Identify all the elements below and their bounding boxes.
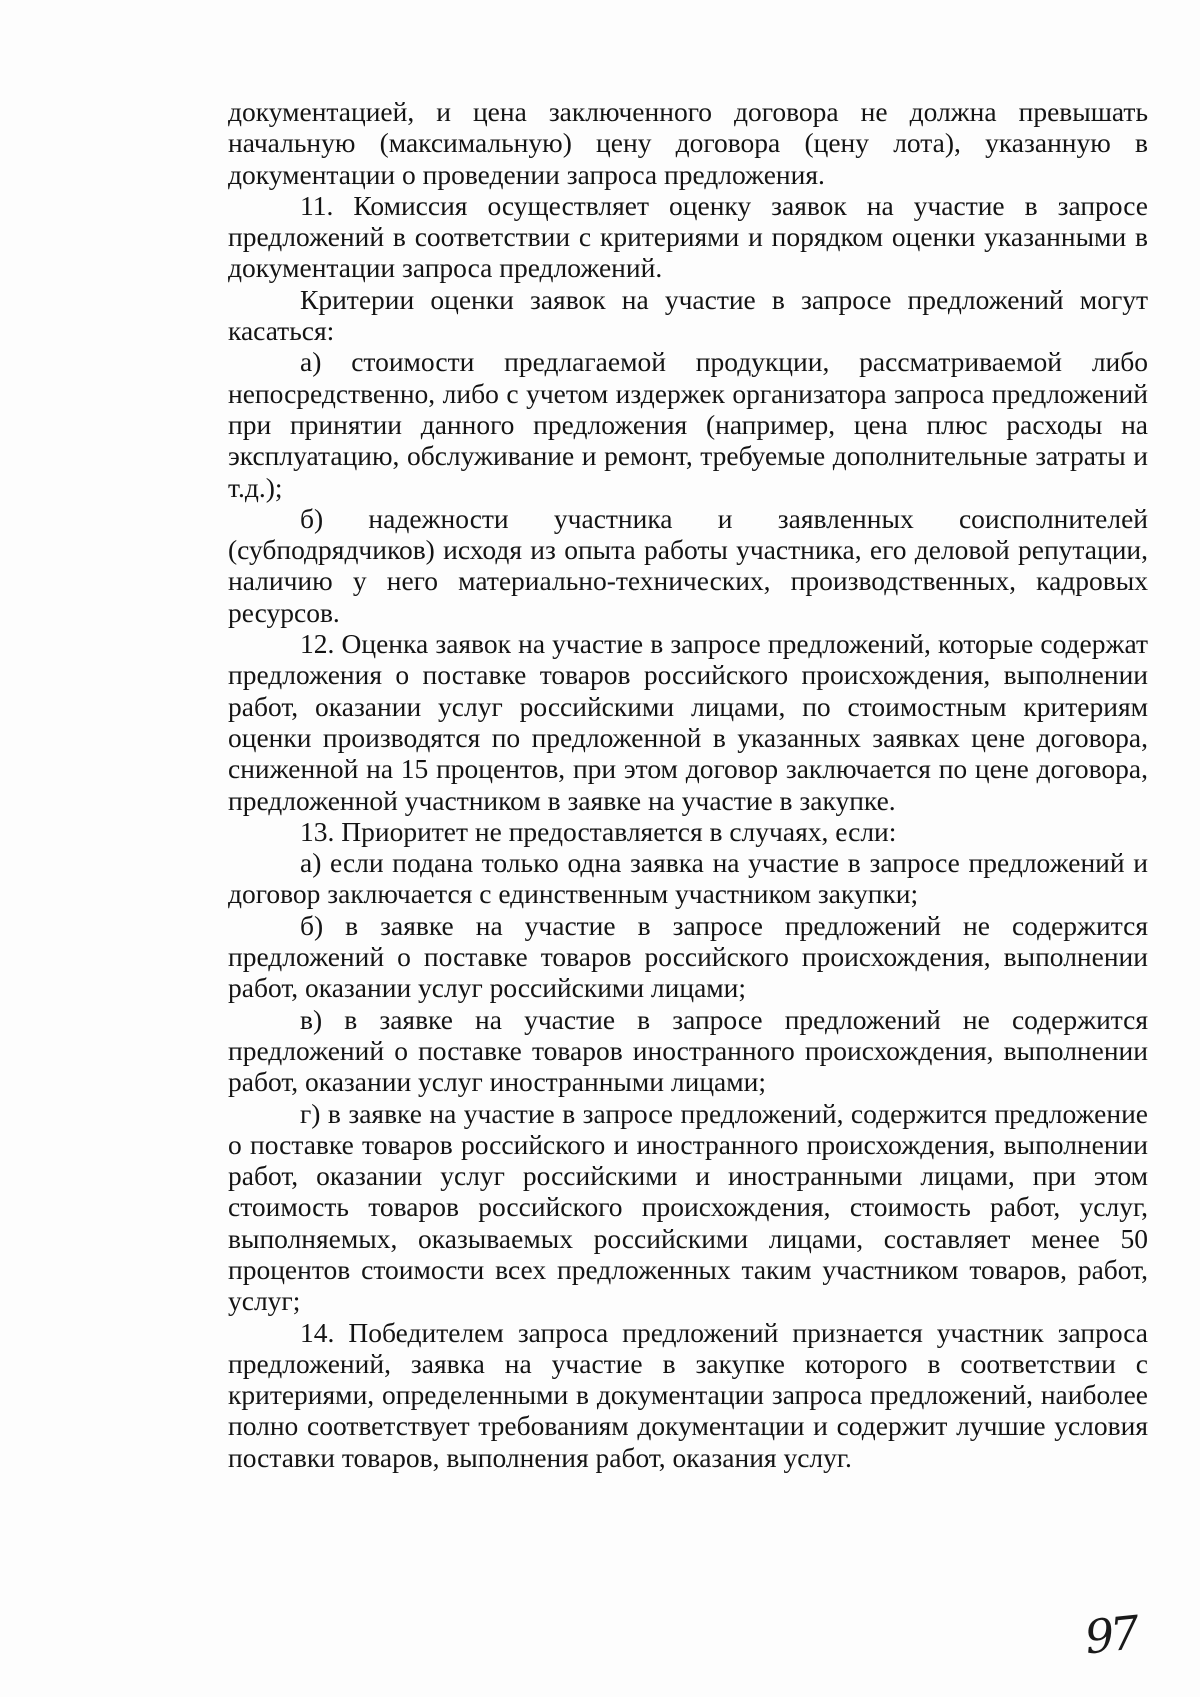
paragraph-p9: в) в заявке на участие в запросе предложений не содержится предложений о поставке товаров иностранного происхождения, выполнении работ, оказании услуг иностранными лицами; <box>228 1003 1148 1098</box>
paragraph-p0: документацией, и цена заключенного договора не должна превышать начальную (максимальную) цену договора (цену лота), указанную в документации о проведении запроса предложения. <box>228 96 1148 190</box>
paragraph-p5: 12. Оценка заявок на участие в запросе предложений, которые содержат предложения о поставке товаров российского происхождения, выполнении работ, оказании услуг российскими лицами, по стоимостным критериям оценки производятся по предложенной в указанных заявках цене договора, сниженной на 15 процентов, при этом договор заключается по цене договора, предложенной участником в заявке на участие в закупке. <box>228 628 1148 816</box>
paragraph-p7: а) если подана только одна заявка на участие в запросе предложений и договор заключается с единственным участником закупки; <box>228 847 1148 910</box>
page-number: 97 <box>1082 1605 1139 1665</box>
paragraph-p2: Критерии оценки заявок на участие в запросе предложений могут касаться: <box>228 283 1148 347</box>
paragraph-p11: 14. Победителем запроса предложений признается участник запроса предложений, заявка на участие в закупке которого в соответствии с критериями, определенными в документации запроса предложений, наиболее полно соответствует требованиям документации и содержит лучшие условия поставки товаров, выполнения работ, оказания услуг. <box>228 1316 1148 1473</box>
paragraph-p10: г) в заявке на участие в запросе предложений, содержится предложение о поставке товаров российского и иностранного происхождения, выполнении работ, оказании услуг российскими и иностранными лицами, при этом стоимость товаров российского происхождения, стоимость работ, услуг, выполняемых, оказываемых российскими лицами, составляет менее 50 процентов стоимости всех предложенных таким участником товаров, работ, услуг; <box>228 1097 1148 1317</box>
body-text <box>228 96 1148 1473</box>
paragraph-p1: 11. Комиссия осуществляет оценку заявок на участие в запросе предложений в соответствии с критериями и порядком оценки указанными в документации запроса предложений. <box>228 189 1148 284</box>
paragraph-p8: б) в заявке на участие в запросе предложений не содержится предложений о поставке товаров российского происхождения, выполнении работ, оказании услуг российскими лицами; <box>228 909 1148 1004</box>
paragraph-p6: 13. Приоритет не предоставляется в случаях, если: <box>300 815 897 847</box>
paragraph-p4: б) надежности участника и заявленных соисполнителей (субподрядчиков) исходя из опыта работы участника, его деловой репутации, наличию у него материально-технических, производственных, кадровых ресурсов. <box>228 502 1148 628</box>
paragraph-p3: а) стоимости предлагаемой продукции, рассматриваемой либо непосредственно, либо с учетом издержек организатора запроса предложений при принятии данного предложения (например, цена плюс расходы на эксплуатацию, обслуживание и ремонт, требуемые дополнительные затраты и т.д.); <box>228 346 1148 503</box>
